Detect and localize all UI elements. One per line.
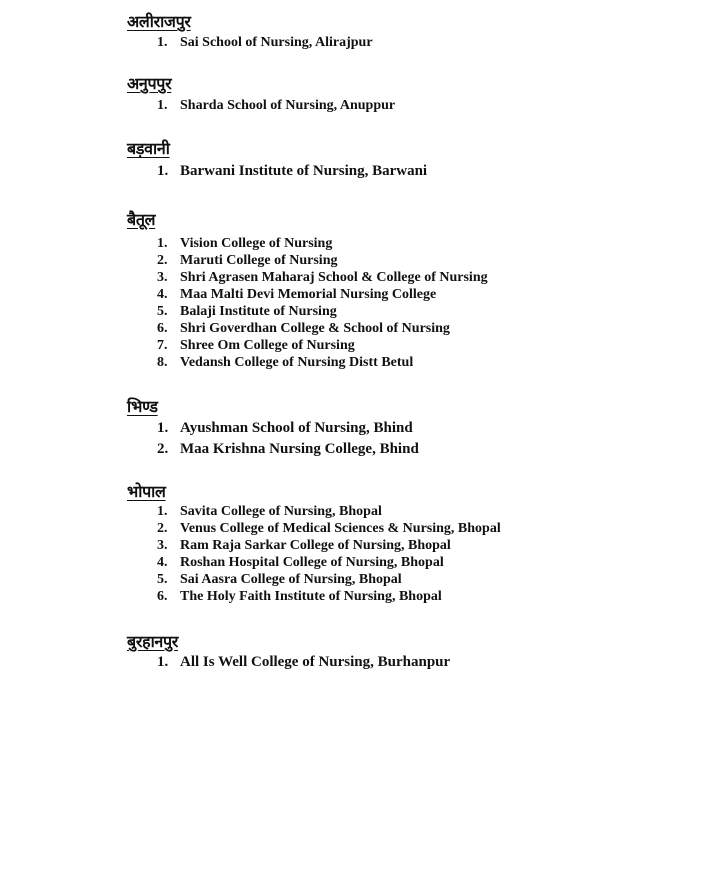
item-number: 2. — [157, 441, 169, 457]
item-number: 1. — [157, 654, 169, 670]
college-list — [157, 235, 488, 371]
college-list — [157, 418, 419, 460]
item-text: Vedansh College of Nursing Distt Betul — [180, 355, 414, 370]
college-list — [157, 97, 395, 114]
list-item — [157, 269, 488, 286]
item-number: 5. — [157, 304, 168, 319]
list-item — [157, 286, 488, 303]
district-heading: अनुपपुर — [127, 74, 172, 93]
district-heading: बड़वानी — [127, 139, 170, 158]
list-item — [157, 439, 419, 460]
item-text: Barwani Institute of Nursing, Barwani — [180, 163, 428, 179]
list-item — [157, 97, 395, 114]
item-number: 2. — [157, 253, 168, 268]
item-text: Sai Aasra College of Nursing, Bhopal — [180, 572, 402, 587]
item-text: Shree Om College of Nursing — [180, 338, 355, 353]
college-list — [157, 34, 373, 51]
list-item — [157, 503, 501, 520]
item-text: Maa Malti Devi Memorial Nursing College — [180, 287, 437, 302]
item-number: 1. — [157, 35, 168, 50]
item-text: The Holy Faith Institute of Nursing, Bhopal — [180, 589, 442, 604]
item-number: 1. — [157, 163, 169, 179]
list-item — [157, 537, 501, 554]
item-text: Venus College of Medical Sciences & Nursing, Bhopal — [180, 521, 501, 536]
item-text: Sai School of Nursing, Alirajpur — [180, 35, 373, 50]
item-text: Ram Raja Sarkar College of Nursing, Bhopal — [180, 538, 451, 553]
item-text: Balaji Institute of Nursing — [180, 304, 337, 319]
college-list — [157, 652, 450, 673]
list-item — [157, 337, 488, 354]
list-item — [157, 354, 488, 371]
item-number: 1. — [157, 98, 168, 113]
college-list — [157, 161, 427, 182]
item-text: Ayushman School of Nursing, Bhind — [180, 420, 413, 436]
item-number: 2. — [157, 521, 168, 536]
item-number: 8. — [157, 355, 168, 370]
item-number: 4. — [157, 287, 168, 302]
list-item — [157, 652, 450, 673]
item-text: Roshan Hospital College of Nursing, Bhopal — [180, 555, 444, 570]
item-number: 1. — [157, 236, 168, 251]
item-number: 1. — [157, 420, 169, 436]
item-text: Maa Krishna Nursing College, Bhind — [180, 441, 419, 457]
item-text: All Is Well College of Nursing, Burhanpur — [180, 654, 451, 670]
list-item — [157, 320, 488, 337]
item-text: Shri Goverdhan College & School of Nursing — [180, 321, 450, 336]
item-number: 6. — [157, 589, 168, 604]
list-item — [157, 235, 488, 252]
item-text: Shri Agrasen Maharaj School & College of Nursing — [180, 270, 488, 285]
item-number: 1. — [157, 504, 168, 519]
list-item — [157, 303, 488, 320]
item-number: 6. — [157, 321, 168, 336]
list-item — [157, 418, 419, 439]
item-text: Vision College of Nursing — [180, 236, 333, 251]
district-heading: भिण्ड — [127, 397, 158, 416]
item-number: 3. — [157, 270, 168, 285]
list-item — [157, 252, 488, 269]
list-item — [157, 571, 501, 588]
list-item — [157, 34, 373, 51]
item-text: Savita College of Nursing, Bhopal — [180, 504, 382, 519]
district-heading: अलीराजपुर — [127, 12, 191, 31]
item-text: Maruti College of Nursing — [180, 253, 338, 268]
item-number: 3. — [157, 538, 168, 553]
item-number: 5. — [157, 572, 168, 587]
district-heading: बैतूल — [127, 210, 156, 229]
list-item — [157, 161, 427, 182]
district-heading: भोपाल — [127, 482, 166, 501]
item-number: 7. — [157, 338, 168, 353]
list-item — [157, 588, 501, 605]
college-list — [157, 503, 501, 605]
item-number: 4. — [157, 555, 168, 570]
district-heading: बुरहानपुर — [127, 632, 179, 651]
list-item — [157, 520, 501, 537]
list-item — [157, 554, 501, 571]
item-text: Sharda School of Nursing, Anuppur — [180, 98, 396, 113]
